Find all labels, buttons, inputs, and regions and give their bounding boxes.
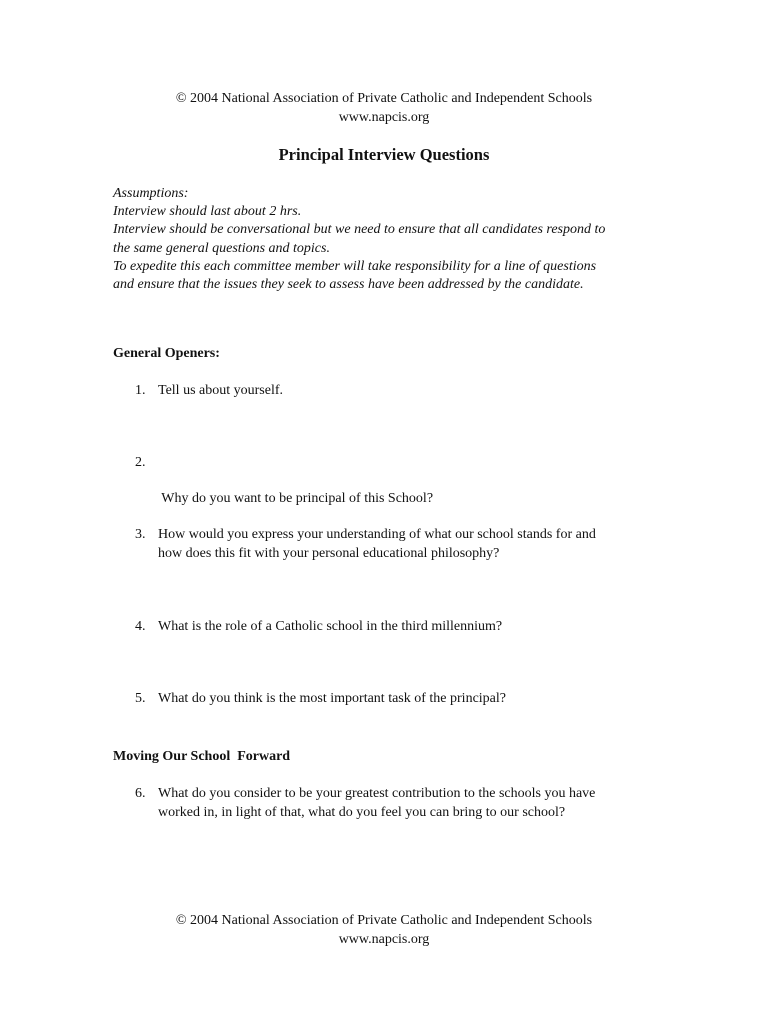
- question-text: [158, 690, 658, 709]
- section-heading-general-openers: General Openers:: [113, 346, 220, 361]
- footer-website: www.napcis.org: [338, 932, 430, 947]
- question-text: [158, 618, 658, 637]
- question-line: How would you express your understanding of what our school stands for and: [158, 527, 596, 542]
- assumptions-line: Interview should be conversational but we need to ensure that all candidates respond to: [113, 222, 606, 238]
- question-line: What is the role of a Catholic school in the third millennium?: [158, 619, 503, 634]
- question-line: Why do you want to be principal of this School?: [158, 491, 434, 506]
- question-line: worked in, in light of that, what do you feel you can bring to our school?: [158, 804, 566, 820]
- question-line: Tell us about yourself.: [158, 383, 283, 398]
- assumptions-line: and ensure that the issues they seek to assess have been addressed by the candidate.: [113, 276, 584, 292]
- question-number: 1.: [135, 383, 146, 398]
- assumptions-line: Interview should last about 2 hrs.: [113, 204, 302, 220]
- header-website: www.napcis.org: [338, 110, 430, 125]
- question-line: What do you consider to be your greatest contribution to the schools you have: [158, 786, 596, 801]
- question-number: 6.: [135, 786, 146, 801]
- question-text: [158, 526, 658, 563]
- question-number: 4.: [135, 619, 146, 634]
- assumptions-label: Assumptions:: [113, 186, 189, 201]
- question-line: What do you think is the most important task of the principal?: [158, 691, 506, 706]
- header-copyright: © 2004 National Association of Private Catholic and Independent Schools: [175, 91, 593, 106]
- question-line: how does this fit with your personal educational philosophy?: [158, 545, 500, 561]
- assumptions-line: the same general questions and topics.: [113, 240, 330, 256]
- question-text: [158, 785, 658, 822]
- question-number: 2.: [135, 455, 146, 470]
- question-number: 3.: [135, 527, 146, 542]
- question-text: [158, 382, 658, 401]
- question-number: 5.: [135, 691, 146, 706]
- footer-copyright: © 2004 National Association of Private Catholic and Independent Schools: [175, 913, 593, 928]
- assumptions-line: To expedite this each committee member will take responsibility for a line of questions: [113, 258, 597, 274]
- assumptions-block: [113, 185, 673, 294]
- section-heading-moving-forward: Moving Our School Forward: [113, 749, 291, 764]
- page-title: Principal Interview Questions: [278, 145, 490, 164]
